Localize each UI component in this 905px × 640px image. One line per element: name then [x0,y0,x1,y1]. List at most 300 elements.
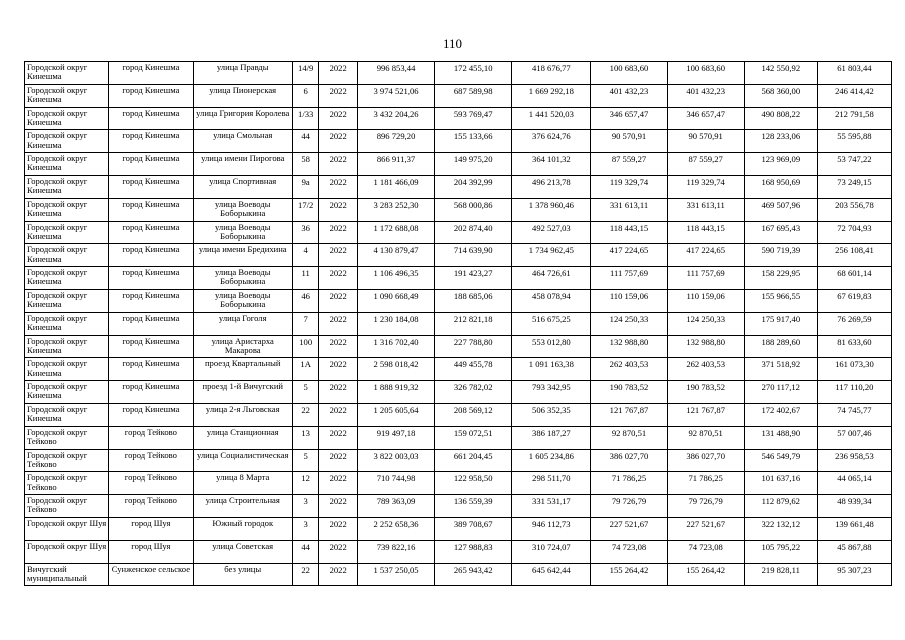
street-cell: улица 8 Марта [193,472,292,495]
amount-cell-1: 202 874,40 [435,221,512,244]
amount-cell-3: 119 329,74 [591,175,667,198]
table-row [25,449,892,472]
amount-cell-2: 464 726,61 [512,267,591,290]
municipality-cell: Городской округ Кинешма [25,289,109,312]
amount-cell-5: 270 117,12 [744,381,817,404]
municipality-cell: Городской округ Кинешма [25,153,109,176]
amount-cell-5: 590 719,39 [744,244,817,267]
street-cell: улица Воеводы Боборыкина [193,289,292,312]
amount-cell-3: 331 613,11 [591,198,667,221]
street-cell: улица имени Пирогова [193,153,292,176]
year-cell: 2022 [319,153,358,176]
table-body [25,62,892,586]
year-cell: 2022 [319,267,358,290]
house-number-cell: 22 [292,563,318,586]
house-number-cell: 7 [292,312,318,335]
street-cell: улица 2-я Льговская [193,403,292,426]
settlement-cell: город Тейково [109,472,193,495]
amount-cell-5: 158 229,95 [744,267,817,290]
amount-cell-1: 661 204,45 [435,449,512,472]
total-cost-cell: 4 130 879,47 [357,244,434,267]
municipality-cell: Городской округ Кинешма [25,335,109,358]
amount-cell-6: 246 414,42 [817,84,891,107]
settlement-cell: город Кинешма [109,107,193,130]
amount-cell-4: 124 250,33 [667,312,744,335]
street-cell: проезд 1-й Вичугский [193,381,292,404]
table-row [25,62,892,85]
house-number-cell: 14/9 [292,62,318,85]
amount-cell-3: 262 403,53 [591,358,667,381]
house-number-cell: 36 [292,221,318,244]
table-row [25,403,892,426]
amount-cell-5: 105 795,22 [744,540,817,563]
amount-cell-1: 155 133,66 [435,130,512,153]
amount-cell-2: 1 378 960,46 [512,198,591,221]
amount-cell-5: 167 695,43 [744,221,817,244]
municipality-cell: Городской округ Кинешма [25,84,109,107]
amount-cell-1: 208 569,12 [435,403,512,426]
table-row [25,267,892,290]
house-number-cell: 1А [292,358,318,381]
amount-cell-3: 111 757,69 [591,267,667,290]
amount-cell-4: 121 767,87 [667,403,744,426]
year-cell: 2022 [319,312,358,335]
total-cost-cell: 1 090 668,49 [357,289,434,312]
total-cost-cell: 1 181 466,09 [357,175,434,198]
table-row [25,175,892,198]
house-number-cell: 1/33 [292,107,318,130]
municipality-cell: Городской округ Тейково [25,495,109,518]
amount-cell-2: 386 187,27 [512,426,591,449]
amount-cell-3: 79 726,79 [591,495,667,518]
settlement-cell: город Кинешма [109,267,193,290]
amount-cell-6: 95 307,23 [817,563,891,586]
amount-cell-1: 593 769,47 [435,107,512,130]
amount-cell-6: 61 803,44 [817,62,891,85]
year-cell: 2022 [319,517,358,540]
amount-cell-2: 418 676,77 [512,62,591,85]
table-row [25,312,892,335]
amount-cell-6: 67 619,83 [817,289,891,312]
year-cell: 2022 [319,130,358,153]
amount-cell-4: 111 757,69 [667,267,744,290]
amount-cell-6: 72 704,93 [817,221,891,244]
street-cell: улица имени Бредихина [193,244,292,267]
amount-cell-5: 155 966,55 [744,289,817,312]
settlement-cell: город Кинешма [109,312,193,335]
table-row [25,84,892,107]
house-number-cell: 22 [292,403,318,426]
year-cell: 2022 [319,62,358,85]
total-cost-cell: 739 822,16 [357,540,434,563]
amount-cell-1: 265 943,42 [435,563,512,586]
year-cell: 2022 [319,358,358,381]
year-cell: 2022 [319,198,358,221]
amount-cell-1: 389 708,67 [435,517,512,540]
table-row [25,335,892,358]
amount-cell-2: 298 511,70 [512,472,591,495]
amount-cell-6: 68 601,14 [817,267,891,290]
amount-cell-4: 79 726,79 [667,495,744,518]
amount-cell-2: 946 112,73 [512,517,591,540]
street-cell: улица Правды [193,62,292,85]
settlement-cell: Сунженское сельское [109,563,193,586]
settlement-cell: город Кинешма [109,62,193,85]
amount-cell-6: 212 791,58 [817,107,891,130]
amount-cell-6: 73 249,15 [817,175,891,198]
amount-cell-4: 100 683,60 [667,62,744,85]
settlement-cell: город Кинешма [109,175,193,198]
municipality-cell: Городской округ Кинешма [25,244,109,267]
settlement-cell: город Кинешма [109,381,193,404]
amount-cell-2: 458 078,94 [512,289,591,312]
municipality-cell: Городской округ Кинешма [25,62,109,85]
amount-cell-5: 568 360,00 [744,84,817,107]
total-cost-cell: 789 363,09 [357,495,434,518]
amount-cell-6: 256 108,41 [817,244,891,267]
amount-cell-2: 492 527,03 [512,221,591,244]
total-cost-cell: 1 172 688,08 [357,221,434,244]
amount-cell-3: 417 224,65 [591,244,667,267]
street-cell: улица Смольная [193,130,292,153]
municipality-cell: Городской округ Тейково [25,449,109,472]
total-cost-cell: 2 598 018,42 [357,358,434,381]
house-number-cell: 6 [292,84,318,107]
municipality-cell: Вичугский муниципальный [25,563,109,586]
house-number-cell: 58 [292,153,318,176]
page-number: 110 [442,36,463,51]
total-cost-cell: 919 497,18 [357,426,434,449]
year-cell: 2022 [319,495,358,518]
year-cell: 2022 [319,381,358,404]
year-cell: 2022 [319,107,358,130]
amount-cell-3: 155 264,42 [591,563,667,586]
street-cell: улица Станционная [193,426,292,449]
amount-cell-2: 645 642,44 [512,563,591,586]
municipality-cell: Городской округ Кинешма [25,221,109,244]
amount-cell-6: 81 633,60 [817,335,891,358]
amount-cell-1: 172 455,10 [435,62,512,85]
amount-cell-5: 168 950,69 [744,175,817,198]
municipality-cell: Городской округ Кинешма [25,198,109,221]
amount-cell-4: 331 613,11 [667,198,744,221]
amount-cell-5: 371 518,92 [744,358,817,381]
total-cost-cell: 2 252 658,36 [357,517,434,540]
amount-cell-4: 386 027,70 [667,449,744,472]
total-cost-cell: 1 205 605,64 [357,403,434,426]
total-cost-cell: 3 822 003,03 [357,449,434,472]
amount-cell-1: 449 455,78 [435,358,512,381]
amount-cell-1: 687 589,98 [435,84,512,107]
amount-cell-1: 326 782,02 [435,381,512,404]
amount-cell-4: 90 570,91 [667,130,744,153]
municipality-cell: Городской округ Кинешма [25,381,109,404]
year-cell: 2022 [319,472,358,495]
settlement-cell: город Кинешма [109,153,193,176]
year-cell: 2022 [319,335,358,358]
house-number-cell: 13 [292,426,318,449]
total-cost-cell: 3 974 521,06 [357,84,434,107]
amount-cell-3: 118 443,15 [591,221,667,244]
street-cell: улица Советская [193,540,292,563]
amount-cell-1: 212 821,18 [435,312,512,335]
settlement-cell: город Кинешма [109,84,193,107]
amount-cell-3: 71 786,25 [591,472,667,495]
table-row [25,517,892,540]
table-row [25,426,892,449]
amount-cell-3: 92 870,51 [591,426,667,449]
table-row [25,130,892,153]
amount-cell-1: 127 988,83 [435,540,512,563]
amount-cell-6: 74 745,77 [817,403,891,426]
house-number-cell: 100 [292,335,318,358]
settlement-cell: город Тейково [109,426,193,449]
amount-cell-5: 101 637,16 [744,472,817,495]
amount-cell-5: 469 507,96 [744,198,817,221]
municipality-cell: Городской округ Кинешма [25,130,109,153]
amount-cell-5: 546 549,79 [744,449,817,472]
amount-cell-2: 1 441 520,03 [512,107,591,130]
amount-cell-6: 48 939,34 [817,495,891,518]
amount-cell-5: 219 828,11 [744,563,817,586]
amount-cell-3: 74 723,08 [591,540,667,563]
amount-cell-6: 161 073,30 [817,358,891,381]
amount-cell-4: 132 988,80 [667,335,744,358]
amount-cell-4: 118 443,15 [667,221,744,244]
amount-cell-5: 128 233,06 [744,130,817,153]
total-cost-cell: 1 537 250,05 [357,563,434,586]
table-row [25,358,892,381]
settlement-cell: город Шуя [109,517,193,540]
amount-cell-2: 331 531,17 [512,495,591,518]
amount-cell-2: 376 624,76 [512,130,591,153]
house-number-cell: 17/2 [292,198,318,221]
settlement-cell: город Кинешма [109,358,193,381]
municipality-cell: Городской округ Кинешма [25,107,109,130]
amount-cell-3: 110 159,06 [591,289,667,312]
amount-cell-4: 401 432,23 [667,84,744,107]
amount-cell-2: 506 352,35 [512,403,591,426]
street-cell: улица Пионерская [193,84,292,107]
amount-cell-3: 346 657,47 [591,107,667,130]
table-row [25,153,892,176]
amount-cell-4: 417 224,65 [667,244,744,267]
settlement-cell: город Кинешма [109,403,193,426]
amount-cell-4: 190 783,52 [667,381,744,404]
street-cell: улица Воеводы Боборыкина [193,221,292,244]
amount-cell-3: 87 559,27 [591,153,667,176]
amount-cell-3: 90 570,91 [591,130,667,153]
amount-cell-2: 364 101,32 [512,153,591,176]
amount-cell-5: 112 879,62 [744,495,817,518]
municipality-cell: Городской округ Кинешма [25,267,109,290]
amount-cell-5: 142 550,92 [744,62,817,85]
amount-cell-6: 139 661,48 [817,517,891,540]
amount-cell-3: 401 432,23 [591,84,667,107]
year-cell: 2022 [319,540,358,563]
municipality-cell: Городской округ Кинешма [25,312,109,335]
amount-cell-2: 1 605 234,86 [512,449,591,472]
amount-cell-1: 149 975,20 [435,153,512,176]
settlement-cell: город Кинешма [109,130,193,153]
street-cell: улица Гоголя [193,312,292,335]
amount-cell-6: 53 747,22 [817,153,891,176]
table-row [25,495,892,518]
amount-cell-5: 123 969,09 [744,153,817,176]
house-number-cell: 5 [292,381,318,404]
settlement-cell: город Кинешма [109,198,193,221]
amount-cell-1: 714 639,90 [435,244,512,267]
amount-cell-4: 227 521,67 [667,517,744,540]
amount-cell-2: 496 213,78 [512,175,591,198]
total-cost-cell: 866 911,37 [357,153,434,176]
amount-cell-2: 1 734 962,45 [512,244,591,267]
municipality-cell: Городской округ Кинешма [25,358,109,381]
total-cost-cell: 996 853,44 [357,62,434,85]
table-row [25,289,892,312]
year-cell: 2022 [319,84,358,107]
amount-cell-4: 87 559,27 [667,153,744,176]
street-cell: улица Воеводы Боборыкина [193,198,292,221]
amount-cell-5: 188 289,60 [744,335,817,358]
amount-cell-1: 568 000,86 [435,198,512,221]
street-cell: улица Строительная [193,495,292,518]
table-row [25,221,892,244]
amount-cell-6: 55 595,88 [817,130,891,153]
table-row [25,198,892,221]
total-cost-cell: 896 729,20 [357,130,434,153]
table-row [25,107,892,130]
data-table [24,61,892,586]
street-cell: проезд Квартальный [193,358,292,381]
total-cost-cell: 1 106 496,35 [357,267,434,290]
settlement-cell: город Кинешма [109,244,193,267]
amount-cell-3: 124 250,33 [591,312,667,335]
amount-cell-1: 159 072,51 [435,426,512,449]
amount-cell-4: 119 329,74 [667,175,744,198]
municipality-cell: Городской округ Тейково [25,426,109,449]
amount-cell-4: 71 786,25 [667,472,744,495]
amount-cell-2: 793 342,95 [512,381,591,404]
municipality-cell: Городской округ Шуя [25,517,109,540]
amount-cell-5: 490 808,22 [744,107,817,130]
amount-cell-1: 122 958,50 [435,472,512,495]
year-cell: 2022 [319,221,358,244]
total-cost-cell: 3 283 252,30 [357,198,434,221]
amount-cell-4: 155 264,42 [667,563,744,586]
amount-cell-6: 203 556,78 [817,198,891,221]
municipality-cell: Городской округ Кинешма [25,403,109,426]
amount-cell-6: 45 867,88 [817,540,891,563]
amount-cell-2: 1 091 163,38 [512,358,591,381]
amount-cell-6: 236 958,53 [817,449,891,472]
street-cell: без улицы [193,563,292,586]
settlement-cell: город Тейково [109,449,193,472]
amount-cell-4: 74 723,08 [667,540,744,563]
amount-cell-5: 175 917,40 [744,312,817,335]
amount-cell-2: 553 012,80 [512,335,591,358]
settlement-cell: город Кинешма [109,221,193,244]
amount-cell-6: 57 007,46 [817,426,891,449]
amount-cell-2: 516 675,25 [512,312,591,335]
street-cell: улица Воеводы Боборыкина [193,267,292,290]
house-number-cell: 3 [292,495,318,518]
amount-cell-1: 188 685,06 [435,289,512,312]
amount-cell-3: 100 683,60 [591,62,667,85]
amount-cell-5: 172 402,67 [744,403,817,426]
settlement-cell: город Кинешма [109,289,193,312]
settlement-cell: город Шуя [109,540,193,563]
year-cell: 2022 [319,426,358,449]
amount-cell-6: 117 110,20 [817,381,891,404]
year-cell: 2022 [319,244,358,267]
amount-cell-3: 386 027,70 [591,449,667,472]
amount-cell-1: 191 423,27 [435,267,512,290]
total-cost-cell: 1 888 919,32 [357,381,434,404]
settlement-cell: город Тейково [109,495,193,518]
amount-cell-4: 262 403,53 [667,358,744,381]
street-cell: улица Аристарха Макарова [193,335,292,358]
amount-cell-5: 131 488,90 [744,426,817,449]
total-cost-cell: 710 744,98 [357,472,434,495]
house-number-cell: 3 [292,517,318,540]
street-cell: улица Григория Королева [193,107,292,130]
street-cell: улица Социалистическая [193,449,292,472]
house-number-cell: 12 [292,472,318,495]
total-cost-cell: 1 230 184,08 [357,312,434,335]
table-row [25,563,892,586]
total-cost-cell: 3 432 204,26 [357,107,434,130]
year-cell: 2022 [319,563,358,586]
table-row [25,244,892,267]
house-number-cell: 44 [292,540,318,563]
table-row [25,472,892,495]
amount-cell-1: 136 559,39 [435,495,512,518]
amount-cell-3: 227 521,67 [591,517,667,540]
year-cell: 2022 [319,449,358,472]
amount-cell-3: 190 783,52 [591,381,667,404]
street-cell: Южный городок [193,517,292,540]
amount-cell-4: 92 870,51 [667,426,744,449]
amount-cell-4: 110 159,06 [667,289,744,312]
settlement-cell: город Кинешма [109,335,193,358]
total-cost-cell: 1 316 702,40 [357,335,434,358]
amount-cell-6: 76 269,59 [817,312,891,335]
amount-cell-6: 44 065,14 [817,472,891,495]
amount-cell-1: 204 392,99 [435,175,512,198]
table-row [25,381,892,404]
street-cell: улица Спортивная [193,175,292,198]
municipality-cell: Городской округ Кинешма [25,175,109,198]
table-row [25,540,892,563]
house-number-cell: 44 [292,130,318,153]
house-number-cell: 5 [292,449,318,472]
amount-cell-1: 227 788,80 [435,335,512,358]
municipality-cell: Городской округ Шуя [25,540,109,563]
year-cell: 2022 [319,403,358,426]
year-cell: 2022 [319,175,358,198]
house-number-cell: 9а [292,175,318,198]
amount-cell-3: 121 767,87 [591,403,667,426]
amount-cell-2: 310 724,07 [512,540,591,563]
amount-cell-5: 322 132,12 [744,517,817,540]
house-number-cell: 4 [292,244,318,267]
amount-cell-3: 132 988,80 [591,335,667,358]
house-number-cell: 11 [292,267,318,290]
house-number-cell: 46 [292,289,318,312]
amount-cell-2: 1 669 292,18 [512,84,591,107]
year-cell: 2022 [319,289,358,312]
